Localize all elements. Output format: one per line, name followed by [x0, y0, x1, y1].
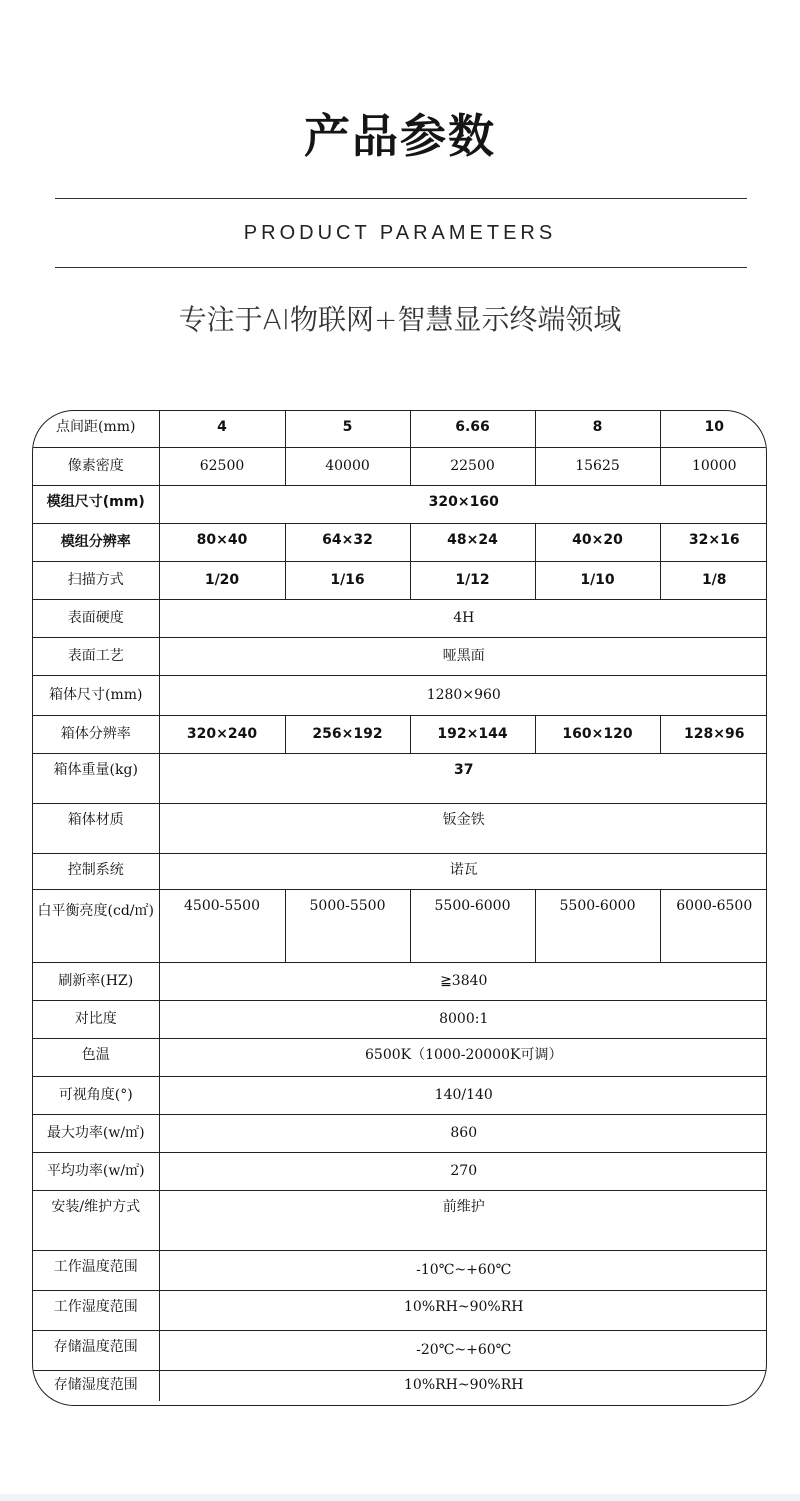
row-label: 箱体分辨率 — [33, 715, 159, 753]
row-label: 点间距(mm) — [33, 411, 159, 447]
table-row — [33, 1190, 767, 1250]
english-subtitle: PRODUCT PARAMETERS — [243, 222, 557, 244]
row-label: 扫描方式 — [33, 561, 159, 599]
table-row — [33, 889, 767, 962]
cell: 哑黑面 — [159, 637, 767, 675]
table-row — [33, 411, 767, 447]
cell: 160×120 — [535, 715, 660, 753]
cell: 1/10 — [535, 561, 660, 599]
parameters-table — [32, 410, 767, 1406]
table-row — [33, 485, 767, 523]
row-label: 对比度 — [33, 1000, 159, 1038]
row-label: 最大功率(w/㎡) — [33, 1114, 159, 1152]
cell: 48×24 — [410, 523, 535, 561]
cell: 5 — [285, 411, 410, 447]
cell: 钣金铁 — [159, 803, 767, 853]
cell: 6000-6500 — [660, 889, 767, 962]
cell: 128×96 — [660, 715, 767, 753]
cell: 4 — [159, 411, 285, 447]
cell: 6.66 — [410, 411, 535, 447]
cell: 1280×960 — [159, 675, 767, 715]
cell: -10℃~+60℃ — [159, 1250, 767, 1290]
row-label: 工作温度范围 — [33, 1250, 159, 1290]
table-row — [33, 1370, 767, 1401]
table-row — [33, 1038, 767, 1076]
cell: 5000-5500 — [285, 889, 410, 962]
table-row — [33, 637, 767, 675]
cell: 192×144 — [410, 715, 535, 753]
divider-top — [55, 198, 747, 199]
cell: 15625 — [535, 447, 660, 485]
table-row — [33, 853, 767, 889]
row-label: 可视角度(°) — [33, 1076, 159, 1114]
cell: 诺瓦 — [159, 853, 767, 889]
row-label: 控制系统 — [33, 853, 159, 889]
table-row — [33, 1114, 767, 1152]
page-title: 产品参数 — [304, 109, 496, 163]
cell: 10000 — [660, 447, 767, 485]
row-label: 模组分辨率 — [33, 523, 159, 561]
row-label: 白平衡亮度(cd/㎡) — [33, 889, 159, 962]
row-label: 箱体材质 — [33, 803, 159, 853]
cell: 6500K（1000-20000K可调） — [159, 1038, 767, 1076]
row-label: 存储湿度范围 — [33, 1370, 159, 1401]
row-label: 箱体重量(kg) — [33, 753, 159, 803]
cell: -20℃~+60℃ — [159, 1330, 767, 1370]
cell: 256×192 — [285, 715, 410, 753]
cell: 5500-6000 — [410, 889, 535, 962]
cell: 10%RH~90%RH — [159, 1370, 767, 1401]
table-row — [33, 1152, 767, 1190]
table-row — [33, 561, 767, 599]
row-label: 像素密度 — [33, 447, 159, 485]
cell: 32×16 — [660, 523, 767, 561]
table-row — [33, 1076, 767, 1114]
row-label: 安装/维护方式 — [33, 1190, 159, 1250]
table-row — [33, 1000, 767, 1038]
row-label: 工作湿度范围 — [33, 1290, 159, 1330]
cell: 860 — [159, 1114, 767, 1152]
cell: 1/16 — [285, 561, 410, 599]
table-row — [33, 803, 767, 853]
cell: 10%RH~90%RH — [159, 1290, 767, 1330]
table-row — [33, 962, 767, 1000]
table-row — [33, 1250, 767, 1290]
table-row — [33, 675, 767, 715]
row-label: 色温 — [33, 1038, 159, 1076]
cell: 320×240 — [159, 715, 285, 753]
table-row — [33, 715, 767, 753]
table-row — [33, 1330, 767, 1370]
cell: 40000 — [285, 447, 410, 485]
table-row — [33, 447, 767, 485]
cell: 1/20 — [159, 561, 285, 599]
cell: 62500 — [159, 447, 285, 485]
tagline: 专注于AI物联网+智慧显示终端领域 — [178, 303, 622, 336]
cell: 4H — [159, 599, 767, 637]
cell: 10 — [660, 411, 767, 447]
cell: 37 — [159, 753, 767, 803]
row-label: 表面硬度 — [33, 599, 159, 637]
cell: 4500-5500 — [159, 889, 285, 962]
cell: 320×160 — [159, 485, 767, 523]
divider-bottom — [55, 267, 747, 268]
cell: 5500-6000 — [535, 889, 660, 962]
table-row — [33, 1290, 767, 1330]
row-label: 表面工艺 — [33, 637, 159, 675]
cell: ≧3840 — [159, 962, 767, 1000]
cell: 8000:1 — [159, 1000, 767, 1038]
row-label: 刷新率(HZ) — [33, 962, 159, 1000]
cell: 40×20 — [535, 523, 660, 561]
cell: 1/12 — [410, 561, 535, 599]
row-label: 模组尺寸(mm) — [33, 485, 159, 523]
row-label: 存储温度范围 — [33, 1330, 159, 1370]
row-label: 平均功率(w/㎡) — [33, 1152, 159, 1190]
cell: 140/140 — [159, 1076, 767, 1114]
cell: 1/8 — [660, 561, 767, 599]
table-row — [33, 753, 767, 803]
cell: 22500 — [410, 447, 535, 485]
cell: 64×32 — [285, 523, 410, 561]
table-row — [33, 599, 767, 637]
table-row — [33, 523, 767, 561]
cell: 前维护 — [159, 1190, 767, 1250]
bottom-band — [0, 1494, 800, 1501]
cell: 270 — [159, 1152, 767, 1190]
row-label: 箱体尺寸(mm) — [33, 675, 159, 715]
cell: 8 — [535, 411, 660, 447]
cell: 80×40 — [159, 523, 285, 561]
